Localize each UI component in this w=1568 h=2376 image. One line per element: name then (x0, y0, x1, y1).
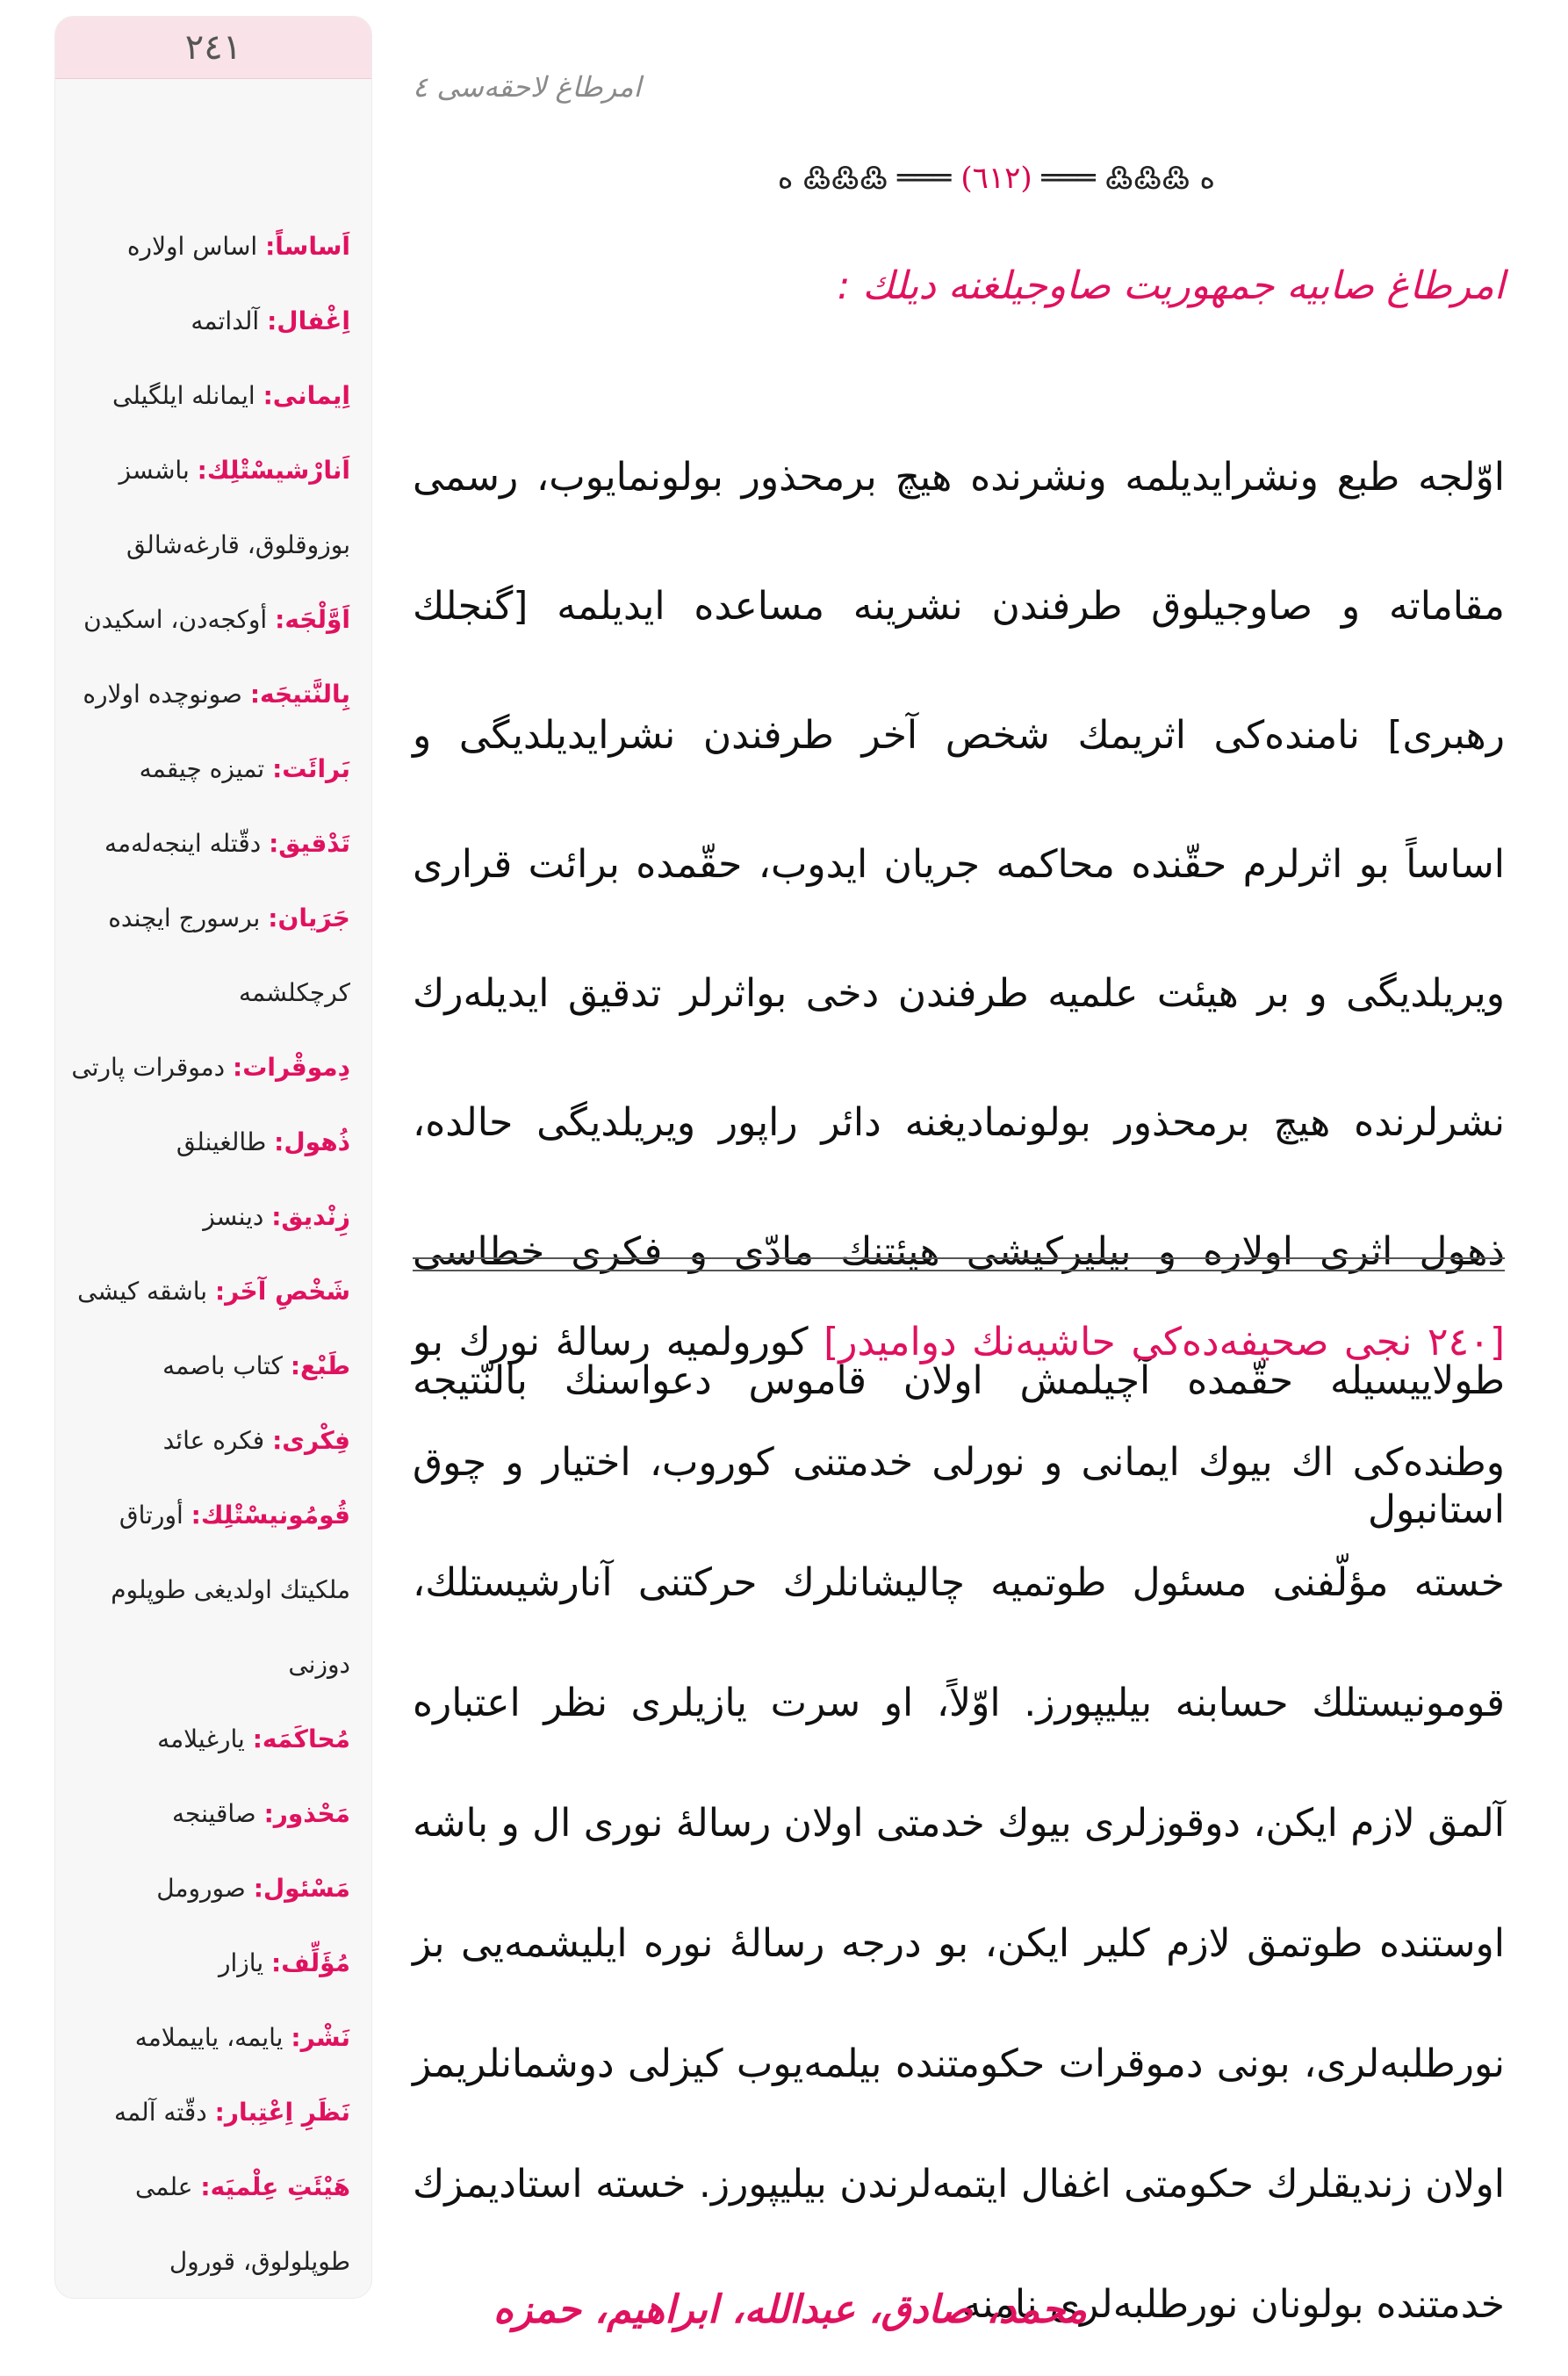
glossary-entry (68, 1105, 350, 1179)
glossary-term: اَساساً: (265, 232, 350, 261)
glossary-entry (68, 1776, 350, 1851)
glossary-term: قُومُونیسْتْلِك: (191, 1501, 350, 1530)
paragraph-1-text: اوّلجه طبع ونشرایدیلمه ونشرنده هیچ برمحذور بولونمایوب، رسمی مقاماته و صاوجیلوق طرفندن نشرینه مساعده ایدیلمه [گنجلك رهبری] نامنده‌کی اثریمك شخص آخر طرفندن نشرایدیلدیگی و اساساً بو اثرلرم حقّنده محاكمه جریان ایدوب، حقّمده برائت قراری ویریلدیگی و بر هیئت علمیه طرفندن دخی بواثرلر تدقیق ایدیلەرك نشرلرنده هیچ برمحذور بولونمادیغنه دائر راپور ویریلدیگی حالده، ذهول اثری اولاره و بیلیرکیشی هیئتنك مادّی و فكری خطاسی طولاییسیله حقّمده آچیلمش اولان قاموس دعواسنك بالنّتیجه استانبول (413, 455, 1505, 1532)
glossary-definition: دقّتله اینجەلەمه (104, 829, 262, 858)
glossary-term: بَرائَت: (272, 754, 350, 783)
paragraph-2-body: اك بیوك ایمانی و نورلی خدمتنی كوروب، اختیار و چوق خسته مؤلّفنی مسئول طوتمیه چالیشانلرك حركتنی آنارشیستلك، قومونیستلك حسابنه بیلیپورز. اوّلاً، او سرت یازیلری نظر اعتباره آلمق لازم ایكن، دوقوزلری بیوك خدمتی اولان رساله‌ٔ نوری ال و باشه اوستنده طوتمق لازم كلیر ایكن، بو درجه رساله‌ٔ نوره ایلیشمه‌یی بز نورطلبه‌لری، بونی دموقرات حكومتنده بیلمه‌یوب كیزلی دوشمانلریمز اولان زندیقلرك حكومتی اغفال ایتمه‌لرندن بیلیپورز. خسته استادیمزك خدمتنده بولونان نورطلبه‌لری نامنه (413, 1440, 1505, 2327)
glossary-definition: آلداتمه (191, 306, 260, 335)
glossary-entry (68, 2075, 350, 2149)
glossary-entry (68, 582, 350, 657)
glossary-definition: باشسز بوزوقلوق، قارغه‌شالق (119, 456, 350, 559)
glossary-term: تَدْقیق: (269, 829, 350, 858)
glossary-definition: یارغیلامه (157, 1724, 245, 1753)
glossary-entry (68, 1179, 350, 1254)
letter-number-ornament (632, 156, 1361, 197)
ornament-right: ═══ ߷߷߷ ﻩ (777, 161, 952, 196)
ornament-left: ﻩ ߷߷߷ ═══ (1041, 161, 1216, 196)
glossary-entry (68, 881, 350, 1030)
glossary-term: مَحْذور: (263, 1799, 350, 1828)
glossary-definition: دموقرات پارتی (71, 1053, 226, 1082)
glossary-term: اَنارْشیسْتْلِك: (197, 456, 350, 485)
glossary-term: مُحاكَمَه: (252, 1724, 350, 1753)
glossary-term: طَبْع: (290, 1351, 350, 1380)
glossary-definition: باشقه كیشی (77, 1277, 208, 1306)
glossary-definition: كتاب باصمه (162, 1351, 283, 1380)
glossary-entry (68, 1328, 350, 1403)
running-header: امرطاغ لاحقەسی ٤ (413, 70, 642, 104)
glossary-entry (68, 731, 350, 806)
glossary-entry (68, 2149, 350, 2299)
glossary-term: شَخْصِ آخَر: (214, 1277, 350, 1306)
glossary-entry (68, 433, 350, 582)
glossary-entry (68, 1030, 350, 1105)
paragraph-2-text (413, 1282, 1505, 2365)
glossary-term: جَرَیان: (268, 904, 350, 932)
glossary-definition: صاقینجه (171, 1799, 256, 1828)
glossary-definition: یازار (218, 1948, 264, 1977)
glossary-entry (68, 209, 350, 284)
glossary-term: اِغْفال: (267, 306, 350, 335)
footnote-reference: [٢٤٠ نجی صحیفه‌ده‌كی حاشیه‌نك دوامیدر] (824, 1320, 1505, 1364)
letter-title: امرطاغ صابیه جمهوریت صاوجیلغنه دیلك : (837, 263, 1505, 308)
glossary-definition: دینسز (203, 1202, 264, 1231)
glossary-entry (68, 1702, 350, 1776)
glossary-term: هَیْئَتِ عِلْمیَه: (200, 2172, 350, 2201)
glossary-definition: أوكجەدن، اسكیدن (83, 605, 268, 634)
glossary-term: نَشْر: (291, 2023, 350, 2052)
page-number: ٢٤١ (55, 17, 371, 79)
glossary-entry (68, 806, 350, 881)
glossary-definition: طالغینلق (176, 1127, 267, 1156)
glossary-definition: ایمانله ایلگیلی (112, 381, 255, 410)
paragraph-2-lead: كورولمیه رساله‌ٔ نورك بو وطنده‌كی (413, 1320, 1505, 1485)
glossary-definition: فكره عائد (162, 1426, 265, 1455)
glossary-term: ذُهول: (274, 1127, 350, 1156)
glossary-definition: أورتاق ملكیتك اولدیغی طوپلوم دوزنی (111, 1501, 350, 1679)
glossary-term: دِموقْرات: (233, 1053, 350, 1082)
glossary-entry (68, 1403, 350, 1478)
glossary-list (55, 79, 371, 2299)
paragraph-2 (413, 1282, 1505, 2365)
glossary-entry (68, 284, 350, 358)
glossary-term: نَظَرِ اِعْتِبار: (214, 2098, 350, 2127)
glossary-definition: تمیزه چیقمه (139, 754, 265, 783)
glossary-definition: صونوچده اولاره (83, 680, 242, 709)
page-divider (413, 1257, 1505, 1271)
glossary-entry (68, 1926, 350, 2000)
letter-number: (٦١٢) (960, 161, 1032, 196)
glossary-definition: صورومل (156, 1874, 246, 1903)
glossary-definition: دقّته آلمه (113, 2098, 207, 2127)
glossary-term: مُؤَلِّف: (271, 1948, 350, 1977)
glossary-entry (68, 1254, 350, 1328)
glossary-entry (68, 657, 350, 731)
glossary-entry (68, 358, 350, 433)
glossary-definition: یایمه، یاییملامه (134, 2023, 284, 2052)
glossary-term: زِنْدیق: (271, 1202, 350, 1231)
glossary-definition: اساس اولاره (126, 232, 258, 261)
glossary-entry (68, 2000, 350, 2075)
glossary-term: فِكْری: (272, 1426, 350, 1455)
glossary-term: بِالنَّتیجَه: (249, 680, 350, 709)
glossary-entry (68, 1851, 350, 1926)
glossary-entry (68, 1478, 350, 1702)
glossary-term: مَسْئول: (253, 1874, 350, 1903)
signatures: محمد، صادق، عبدالله، ابراهیم، حمزه (493, 2287, 1088, 2332)
glossary-definition: علمی طوپلولوق، قورول (134, 2172, 350, 2276)
glossary-sidebar (54, 16, 372, 2299)
glossary-term: اَوَّلْجَه: (275, 605, 350, 634)
glossary-term: اِیمانی: (263, 381, 350, 410)
glossary-definition: برسورج ایچنده كرچكلشمه (108, 904, 350, 1007)
